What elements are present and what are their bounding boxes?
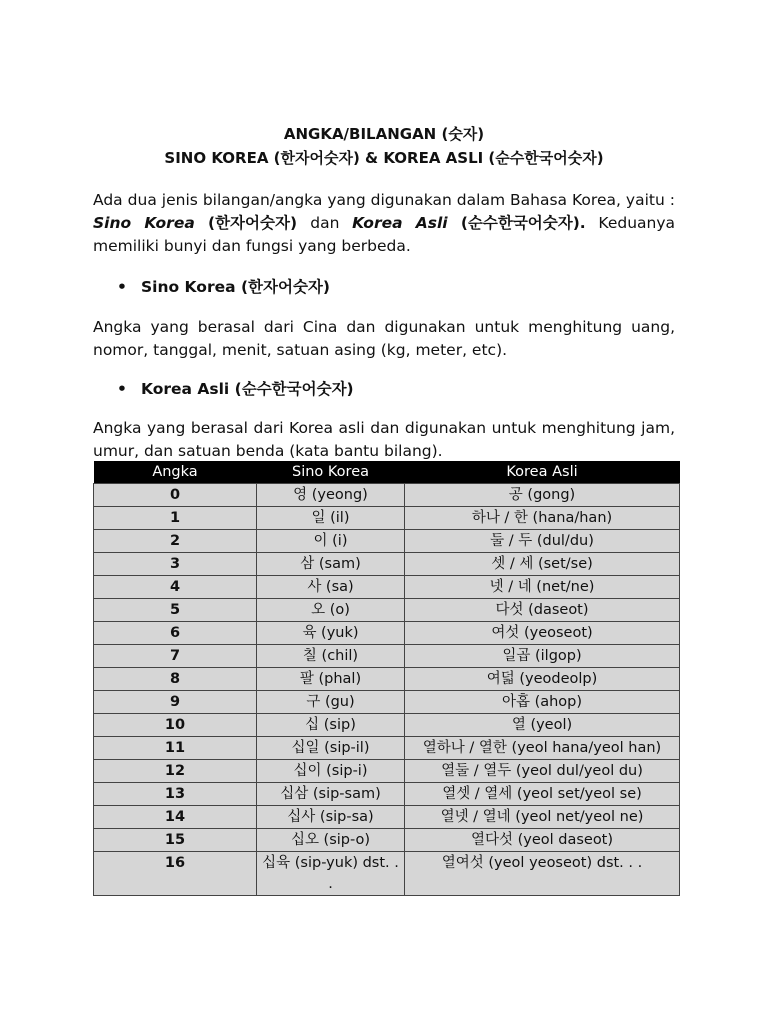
cell-angka: 0 (94, 484, 257, 507)
table-row (94, 852, 680, 896)
table-row (94, 668, 680, 691)
cell-sino-korea: 십삼 (sip-sam) (257, 783, 405, 806)
cell-korea-asli: 셋 / 세 (set/se) (405, 553, 680, 576)
cell-sino-korea: 오 (o) (257, 599, 405, 622)
intro-paragraph (93, 189, 675, 258)
cell-korea-asli: 열하나 / 열한 (yeol hana/yeol han) (405, 737, 680, 760)
cell-korea-asli: 열다섯 (yeol daseot) (405, 829, 680, 852)
cell-angka: 15 (94, 829, 257, 852)
cell-angka: 2 (94, 530, 257, 553)
cell-sino-korea: 구 (gu) (257, 691, 405, 714)
cell-sino-korea: 팔 (phal) (257, 668, 405, 691)
asli-heading (117, 377, 354, 399)
cell-korea-asli: 하나 / 한 (hana/han) (405, 507, 680, 530)
table-row (94, 714, 680, 737)
table-row (94, 576, 680, 599)
cell-korea-asli: 넷 / 네 (net/ne) (405, 576, 680, 599)
cell-korea-asli: 열여섯 (yeol yeoseot) dst. . . (405, 852, 680, 896)
cell-angka: 5 (94, 599, 257, 622)
table-row (94, 829, 680, 852)
cell-angka: 13 (94, 783, 257, 806)
cell-sino-korea: 사 (sa) (257, 576, 405, 599)
cell-sino-korea: 삼 (sam) (257, 553, 405, 576)
cell-korea-asli: 여덟 (yeodeolp) (405, 668, 680, 691)
table-row (94, 530, 680, 553)
cell-korea-asli: 열 (yeol) (405, 714, 680, 737)
cell-angka: 7 (94, 645, 257, 668)
cell-korea-asli: 열둘 / 열두 (yeol dul/yeol du) (405, 760, 680, 783)
cell-angka: 6 (94, 622, 257, 645)
table-row (94, 783, 680, 806)
intro-asli-kr: (순수한국어숫자). (447, 214, 586, 232)
table-row (94, 553, 680, 576)
cell-korea-asli: 일곱 (ilgop) (405, 645, 680, 668)
table-header-row (94, 461, 680, 484)
sino-description: Angka yang berasal dari Cina dan digunakan untuk menghitung uang, nomor, tanggal, menit, satuan asing (kg, meter, etc). (93, 318, 675, 359)
doc-subtitle: SINO KOREA (한자어숫자) & KOREA ASLI (순수한국어숫자) (164, 149, 604, 167)
doc-title: ANGKA/BILANGAN (숫자) (283, 125, 485, 143)
cell-angka: 8 (94, 668, 257, 691)
table-row (94, 691, 680, 714)
cell-angka: 9 (94, 691, 257, 714)
asli-heading-label: Korea Asli (순수한국어숫자) (141, 380, 354, 398)
cell-korea-asli: 아홉 (ahop) (405, 691, 680, 714)
cell-angka: 3 (94, 553, 257, 576)
cell-sino-korea: 십사 (sip-sa) (257, 806, 405, 829)
cell-sino-korea: 십육 (sip-yuk) dst. . . (257, 852, 405, 896)
cell-korea-asli: 열셋 / 열세 (yeol set/yeol se) (405, 783, 680, 806)
cell-korea-asli: 열넷 / 열네 (yeol net/yeol ne) (405, 806, 680, 829)
table-row (94, 484, 680, 507)
asli-description: Angka yang berasal dari Korea asli dan digunakan untuk menghitung jam, umur, dan satuan benda (kata bantu bilang). (93, 419, 675, 460)
table-row (94, 622, 680, 645)
table-row (94, 806, 680, 829)
cell-sino-korea: 일 (il) (257, 507, 405, 530)
intro-sino-kr: (한자어숫자) (194, 214, 311, 232)
sino-heading-label: Sino Korea (한자어숫자) (141, 278, 330, 296)
cell-angka: 11 (94, 737, 257, 760)
cell-angka: 4 (94, 576, 257, 599)
table-row (94, 507, 680, 530)
cell-sino-korea: 영 (yeong) (257, 484, 405, 507)
cell-korea-asli: 다섯 (daseot) (405, 599, 680, 622)
cell-angka: 12 (94, 760, 257, 783)
intro-dan: dan (310, 214, 353, 232)
cell-angka: 14 (94, 806, 257, 829)
table-row (94, 599, 680, 622)
table-row (94, 760, 680, 783)
table-row (94, 737, 680, 760)
bullet-dot: • (117, 380, 127, 398)
table-row (94, 645, 680, 668)
cell-sino-korea: 칠 (chil) (257, 645, 405, 668)
cell-sino-korea: 십일 (sip-il) (257, 737, 405, 760)
cell-korea-asli: 여섯 (yeoseot) (405, 622, 680, 645)
bullet-dot: • (117, 278, 127, 296)
cell-angka: 16 (94, 852, 257, 896)
header-sino-korea: Sino Korea (257, 461, 405, 484)
cell-sino-korea: 육 (yuk) (257, 622, 405, 645)
cell-sino-korea: 십이 (sip-i) (257, 760, 405, 783)
header-korea-asli: Korea Asli (405, 461, 680, 484)
cell-sino-korea: 십 (sip) (257, 714, 405, 737)
cell-korea-asli: 공 (gong) (405, 484, 680, 507)
cell-sino-korea: 십오 (sip-o) (257, 829, 405, 852)
cell-angka: 1 (94, 507, 257, 530)
cell-sino-korea: 이 (i) (257, 530, 405, 553)
cell-angka: 10 (94, 714, 257, 737)
intro-asli: Korea Asli (352, 214, 448, 232)
intro-text-a: Ada dua jenis bilangan/angka yang digunakan dalam Bahasa Korea, yaitu : (93, 191, 675, 209)
number-table (93, 461, 680, 896)
header-angka: Angka (94, 461, 257, 484)
intro-text-b: Keduanya memiliki bunyi dan fungsi yang berbeda. (93, 214, 676, 255)
intro-sino: Sino Korea (93, 214, 195, 232)
cell-korea-asli: 둘 / 두 (dul/du) (405, 530, 680, 553)
sino-heading (117, 275, 330, 297)
